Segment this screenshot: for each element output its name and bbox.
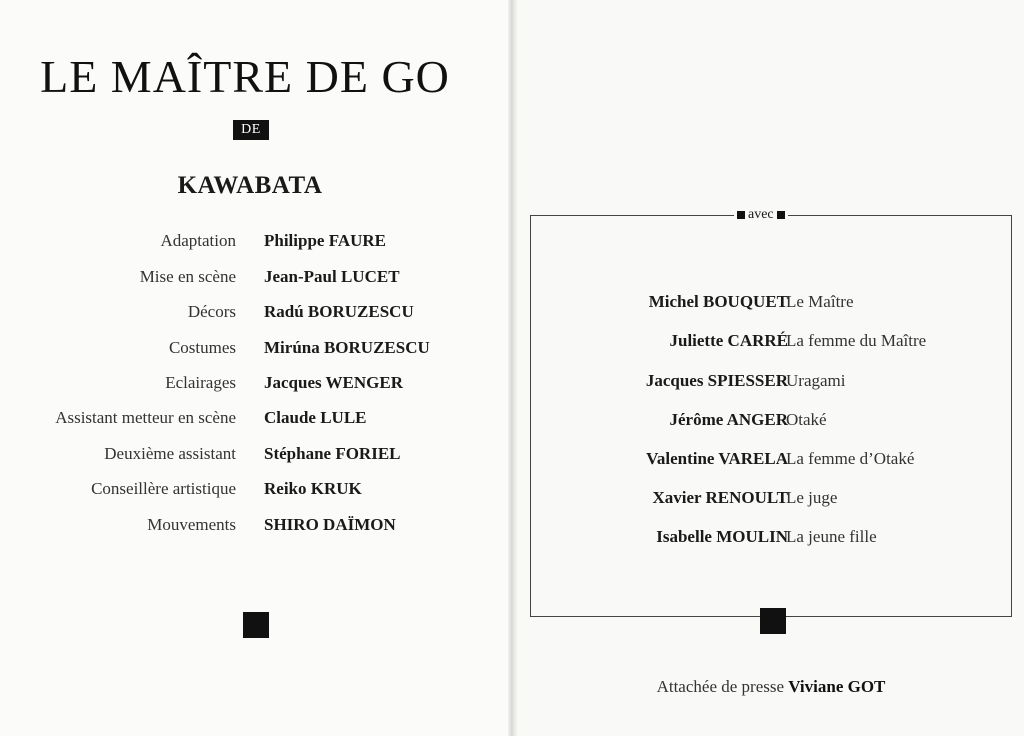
ornament-square — [760, 608, 786, 634]
credit-name: Stéphane FORIEL — [264, 444, 401, 463]
cast-heading-label: avec — [748, 207, 774, 222]
credit-name: Radú BORUZESCU — [264, 302, 414, 321]
credit-row — [0, 515, 500, 539]
cast-row — [530, 371, 1012, 395]
credit-row — [0, 267, 500, 291]
cast-role: La femme du Maître — [786, 331, 927, 350]
credit-row — [0, 231, 500, 255]
cast-actor: Isabelle MOULIN — [656, 527, 788, 546]
cast-actor: Jacques SPIESSER — [645, 371, 788, 390]
press-label: Attachée de presse — [656, 677, 785, 696]
ornament-square-small — [777, 211, 785, 219]
ornament-square — [243, 612, 269, 638]
cast-actor: Juliette CARRÉ — [669, 331, 788, 350]
credit-role: Mouvements — [147, 515, 236, 534]
cast-row — [530, 410, 1012, 434]
credit-name: Philippe FAURE — [264, 231, 387, 250]
cast-role: Le Maître — [786, 292, 854, 311]
cast-row — [530, 449, 1012, 473]
credit-role: Eclairages — [165, 373, 236, 392]
cast-heading — [734, 205, 788, 225]
cast-role: La femme d’Otaké — [786, 449, 915, 468]
credit-row — [0, 444, 500, 468]
credit-row — [0, 408, 500, 432]
cast-role: Le juge — [786, 488, 838, 507]
connector-badge: DE — [233, 120, 269, 140]
credit-name: Claude LULE — [264, 408, 367, 427]
cast-row — [530, 292, 1012, 316]
credit-name: SHIRO DAÏMON — [264, 515, 396, 534]
credit-role: Deuxième assistant — [104, 444, 236, 463]
cast-row — [530, 488, 1012, 512]
credit-row — [0, 373, 500, 397]
author-name: KAWABATA — [177, 172, 323, 199]
credit-role: Assistant metteur en scène — [55, 408, 236, 427]
credit-role: Adaptation — [160, 231, 236, 250]
credit-role: Costumes — [168, 338, 236, 357]
cast-role: La jeune fille — [786, 527, 877, 546]
credit-name: Jacques WENGER — [264, 373, 404, 392]
cast-actor: Xavier RENOULT — [652, 488, 788, 507]
credit-row — [0, 338, 500, 362]
credit-role: Mise en scène — [139, 267, 236, 286]
cast-role: Otaké — [786, 410, 827, 429]
cast-role: Uragami — [786, 371, 846, 390]
cast-row — [530, 331, 1012, 355]
ornament-square-small — [737, 211, 745, 219]
credit-name: Jean-Paul LUCET — [264, 267, 400, 286]
credit-name: Mirúna BORUZESCU — [264, 338, 430, 357]
credit-role: Décors — [187, 302, 236, 321]
press-name: Viviane GOT — [788, 677, 886, 696]
cast-row — [530, 527, 1012, 551]
credit-row — [0, 479, 500, 503]
cast-actor: Jérôme ANGER — [669, 410, 788, 429]
book-gutter — [508, 0, 517, 736]
credit-role: Conseillère artistique — [91, 479, 236, 498]
credit-name: Reiko KRUK — [264, 479, 362, 498]
play-title: LE MAÎTRE DE GO — [40, 51, 450, 102]
cast-actor: Valentine VARELA — [646, 449, 788, 468]
cast-actor: Michel BOUQUET — [648, 292, 788, 311]
press-contact — [530, 677, 1012, 697]
credit-row — [0, 302, 500, 326]
